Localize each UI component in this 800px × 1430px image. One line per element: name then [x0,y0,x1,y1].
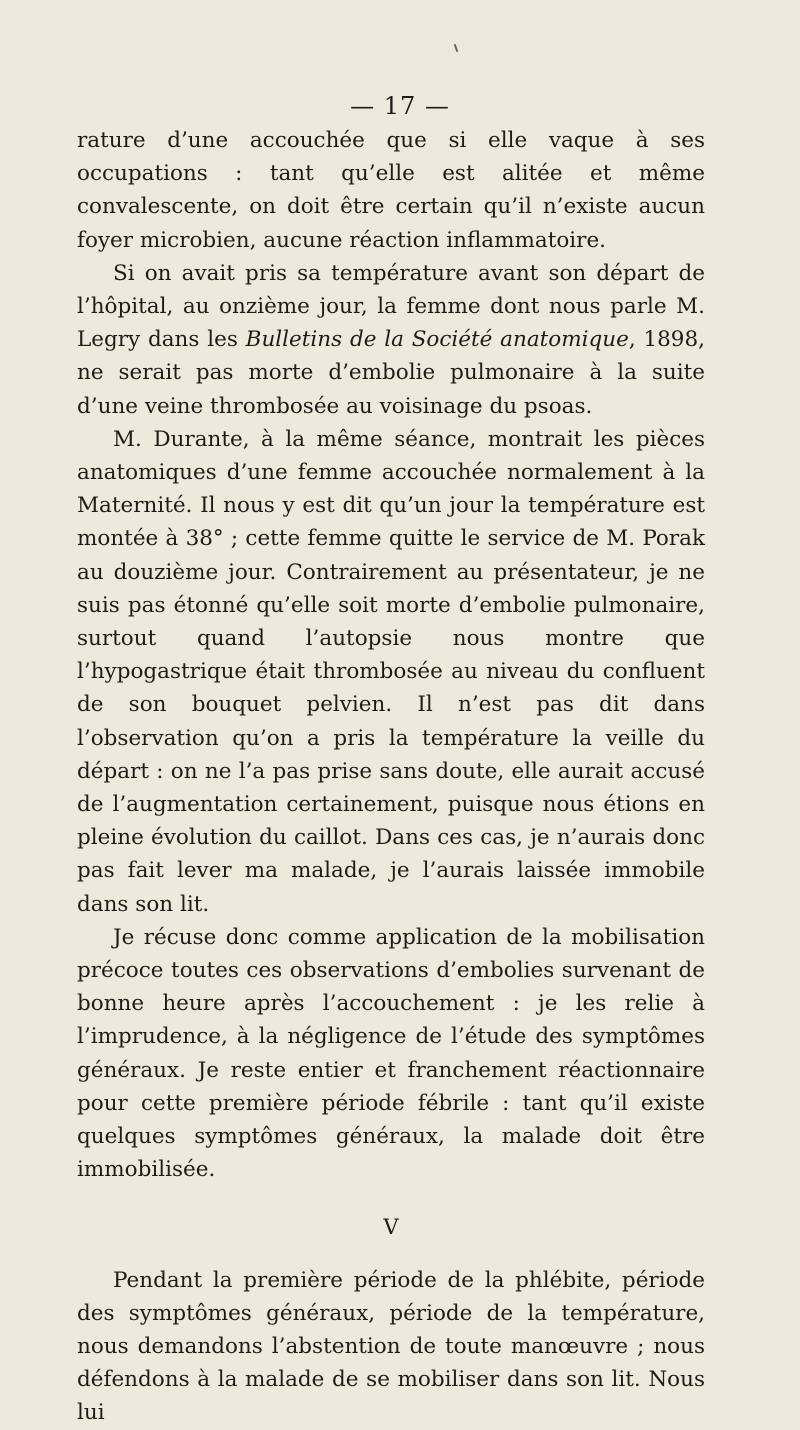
page-number: — 17 — [350,92,450,120]
paragraph-3: M. Durante, à la même séance, montrait les pièces anatomiques d’une femme accouchée normalement à la Maternité. Il nous y est dit qu’un jour la température est montée à 38° ; cette femme quitte le service de M. Porak au douzième jour. Contrairement au présentateur, je ne suis pas étonné qu’elle soit morte d’embolie pulmonaire, surtout quand l’autopsie nous montre que l’hypogastrique était thrombosée au niveau du confluent de son bouquet pelvien. Il n’est pas dit dans l’observation qu’on a pris la température la veille du départ : on ne l’a pas prise sans doute, elle aurait accusé de l’augmentation certainement, puisque nous étions en pleine évolution du caillot. Dans ces cas, je n’aurais donc pas fait lever ma malade, je l’aurais laissée immobile dans son lit. [77,426,705,917]
paragraph-2 [77,257,705,423]
paragraph-2-start: Si on avait pris sa température avant son départ de l’hôpital, au onzième jour, la femme dont nous parle M. Legry dans les [77,260,705,353]
paper-speck [454,44,459,52]
paragraph-2-end: , 1898, ne serait pas morte d’embolie pulmonaire à la suite d’une veine thrombosée au voisinage du psoas. [77,327,705,419]
paragraph-1: rature d’une accouchée que si elle vaque à ses occupations : tant qu’elle est alitée et même convalescente, on doit être certain qu’il n’existe aucun foyer microbien, aucune réaction inflammatoire. [77,128,705,253]
bulletins-title: Bulletins de la Société anatomique [245,327,629,353]
paragraph-5: Pendant la première période de la phlébite, période des symptômes généraux, période de la température, nous demandons l’abstention de toute manœuvre ; nous défendons à la malade de se mobiliser dans son lit. Nous lui [77,1267,705,1426]
body-text [77,124,705,1430]
section-heading: V [383,1214,399,1239]
paragraph-4: Je récuse donc comme application de la mobilisation précoce toutes ces observations d’embolies survenant de bonne heure après l’accouchement : je les relie à l’imprudence, à la négligence de l’étude des symptômes généraux. Je reste entier et franchement réactionnaire pour cette première période fébrile : tant qu’il existe quelques symptômes généraux, la malade doit être immobilisée. [77,924,705,1183]
